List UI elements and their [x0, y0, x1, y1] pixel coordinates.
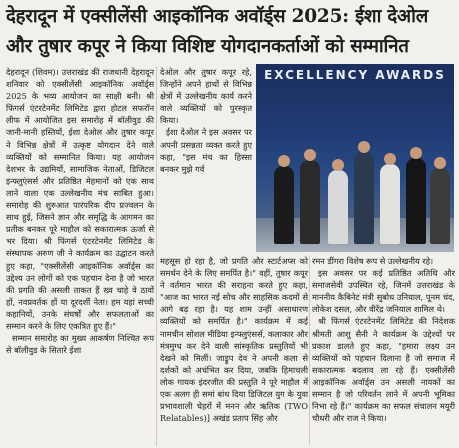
column-divider	[309, 255, 310, 445]
person-figure	[380, 164, 400, 244]
article-column-middle-top	[160, 66, 252, 181]
paragraph: देओल और तुषार कपूर रहे, जिन्होंने अपने हाथों से विभिन्न क्षेत्रों में उल्लेखनीय कार्य करने वाले व्यक्तियों को पुरस्कृत किया।	[160, 67, 252, 126]
article-column-right	[312, 255, 455, 445]
person-figure	[406, 158, 426, 244]
person-figure	[430, 168, 450, 244]
person-figure	[274, 166, 294, 244]
column-divider	[156, 66, 157, 446]
paragraph: देहरादून (शिवम)। उत्तराखंड की राजधानी देहरादून शनिवार को एक्सीलेंसी आइकॉनिक अवॉर्ड्स 2025 के भव्य आयोजन का साक्षी बनी। श्री फिंगर्स एंटरटेनमेंट लिमिटेड द्वारा होटल सफरॉन लीफ में आयोजित इस समारोह में बॉलीवुड की जानी-मानी हस्तियों, ईशा देओल और तुषार कपूर ने विभिन्न क्षेत्रों में उत्कृष्ट योगदान देने वाले व्यक्तियों को सम्मानित किया। यह आयोजन देशभर के उद्यमियों, सामाजिक नेताओं, डिजिटल इन्फ्लुएंसर्स और प्रतिष्ठित मेहमानों को एक साथ लाने वाला एक उल्लेखनीय मंच साबित हुआ। समारोह की शुरुआत पारंपरिक दीप प्रज्वलन के साथ हुई, जिसने ज्ञान और समृद्धि के आगमन का प्रतीक बनकर पूरे माहौल को सकारात्मक ऊर्जा से भर दिया। श्री फिंगर्स एंटरटेनमेंट लिमिटेड के संस्थापक अरुण जी ने कार्यक्रम का उद्घाटन करते हुए कहा, "एक्सीलेंसी आइकॉनिक अवॉर्ड्स का उद्देश्य उन लोगों को एक पहचान देना है जो भारत की प्रगति की असली ताकत हैं ख्व चाहे वे ठावों हों, नवप्रवर्तक हों या दूरदर्शी नेता। हम यहां सच्ची कहानियों, उनके संघर्षों और सफलताओं का सम्मान करने के लिए एकत्रित हुए हैं।"	[6, 67, 154, 331]
person-figure	[354, 152, 374, 244]
event-photo	[256, 64, 454, 252]
paragraph: सम्मान समारोह का मुख्य आकर्षण निश्चित रूप से बॉलीवुड के सितारे ईशा	[6, 333, 154, 356]
paragraph: रमन डींगरा विशेष रूप से उल्लेखनीय रहे।	[312, 256, 434, 266]
award-banner: EXCELLENCY AWARDS	[264, 68, 446, 82]
paragraph: इस अवसर पर कई प्रतिष्ठित अतिथि और समाजसेवी उपस्थित रहे, जिनमें उत्तराखंड के माननीय कैबिनेट मंत्री सुबोध उनियाल, पूनम चंद, लोकेश दसल, और वीरेंद्र जनियाल शामिल थे।	[312, 268, 455, 315]
person-figure	[300, 160, 320, 244]
article-column-left	[6, 66, 154, 446]
paragraph: ईशा देओल ने इस अवसर पर अपनी प्रसन्नता व्यक्त करते हुए कहा, "इस मंच का हिस्सा बनकर मुझे गर्व	[160, 127, 252, 174]
paragraph: श्री फिंगर्स एंटरटेनमेंट लिमिटेड की निदेशक श्रीमती आशु सैनी ने कार्यक्रम के उद्देश्यों पर प्रकाश डालते हुए कहा, "हमारा लक्ष्य उन व्यक्तियों को पहचान दिलाना है जो समाज में सकारात्मक बदलाव ला रहे हैं। एक्सीलेंसी आइकॉनिक अवॉर्ड्स उन असली नायकों का सम्मान है जो परिवर्तन लाने में अपनी भूमिका निभा रहे हैं।" कार्यक्रम का सफल संचालन मयूरी चौधरी और राज ने किया।	[312, 316, 455, 424]
person-figure	[328, 170, 348, 244]
headline: देहरादून में एक्सीलेंसी आइकॉनिक अवॉर्ड्स 2025: ईशा देओल और तुषार कपूर ने किया विशिष्ट योगदानकर्ताओं को सम्मानित	[6, 6, 429, 57]
article-column-middle	[160, 255, 308, 445]
paragraph: महसूस हो रहा है, जो प्रगति और स्टार्टअप्स को समर्थन देने के लिए समर्पित है।" वहीं, तुषार कपूर ने वर्तमान भारत की सराहना करते हुए कहा, "आज का भारत नई सोच और साहसिक कदमों से आगे बढ़ रहा है। यह शाम उन्हीं असाधारण व्यक्तियों को समर्पित है।" कार्यक्रम में कई नामचीन सोशल मीडिया इन्फ्लुएंसर्स, कलाकार और मंत्रमुग्ध कर देने वाली सांस्कृतिक प्रस्तुतियों भी देखने को मिलीं। जाड्रूप देव ने अपनी कला से दर्शकों को अचंभित कर दिया, जबकि हिमाचली लोक गायक इंदरजीत की प्रस्तुति ने पूरे माहौल में एक अलग ही समां बांध दिया डिजिटल युग के युवा प्रभावशाली चेहरों में मनन और ऋतिक (TWO Relatables)] अखंड प्रताप सिंह और	[160, 256, 308, 424]
